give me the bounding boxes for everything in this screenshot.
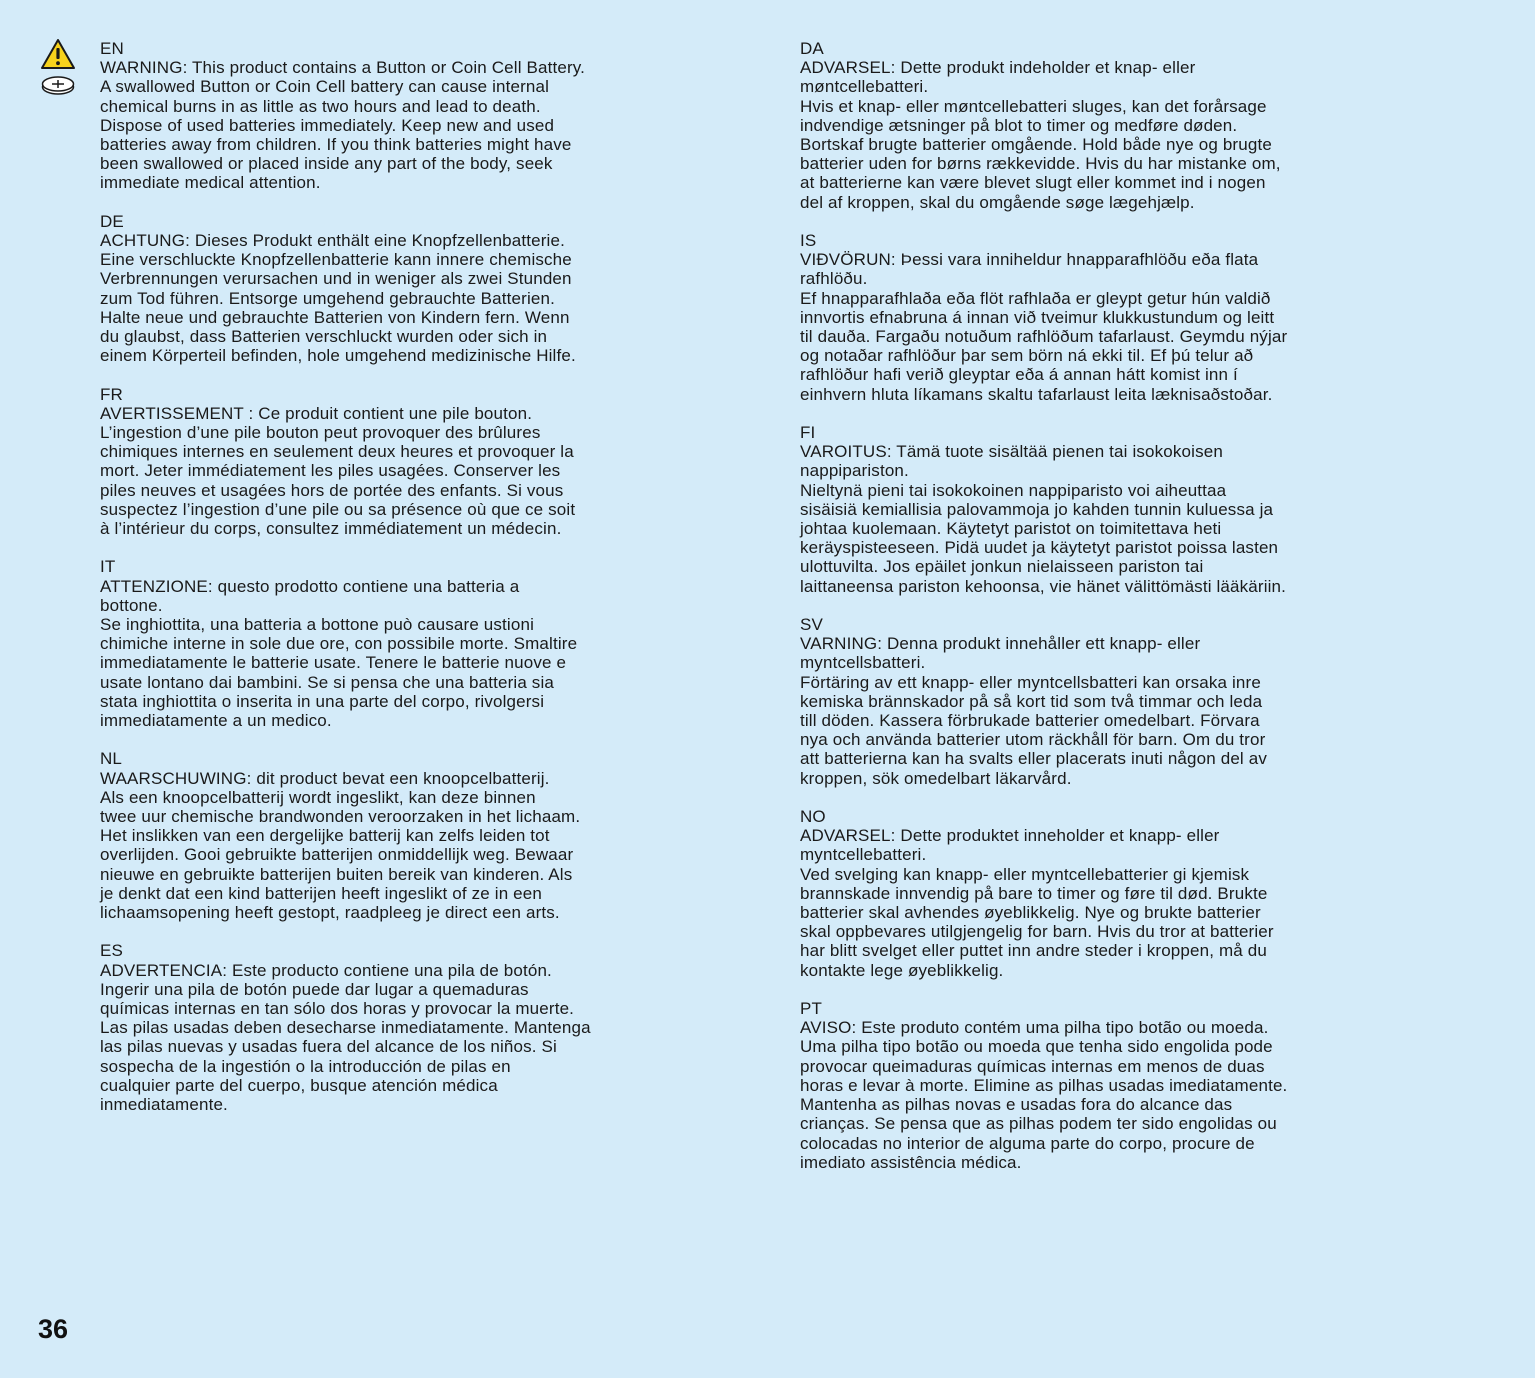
warning-text: WAARSCHUWING: dit product bevat een knoopcelbatterij. Als een knoopcelbatterij wordt ingeslikt, kan deze binnen twee uur chemische brandwonden veroorzaken in het lichaam. Het inslikken van een dergelijke batterij kan zelfs leiden tot overlijden. Gooi gebruikte batterijen onmiddellijk weg. Bewaar nieuwe en gebruikte batterijen buiten bereik van kinderen. Als je denkt dat een kind batterijen heeft ingeslikt of ze in een lichaamsopening heeft gestopt, raadpleeg je direct een arts. <box>100 768 581 923</box>
language-code: FI <box>800 423 816 443</box>
warning-section-en <box>100 39 640 193</box>
icon-group <box>40 38 80 96</box>
warning-text: ADVERTENCIA: Este producto contiene una pila de botón. Ingerir una pila de botón puede dar lugar a quemaduras químicas internas en tan sólo dos horas y provocar la muerte. Las pilas usadas deben desecharse inmediatamente. Mantenga las pilas nuevas y usadas fuera del alcance de los niños. Si sospecha de la ingestión o la introducción de pilas en cualquier parte del cuerpo, busque atención médica inmediatamente. <box>100 960 591 1115</box>
warning-section-da <box>800 39 1340 212</box>
language-code: DE <box>100 211 124 231</box>
warning-text: VIÐVÖRUN: Þessi vara inniheldur hnapparafhlöðu eða flata rafhlöðu. Ef hnapparafhlaða eða flöt rafhlaða er gleypt getur hún valdið innvortis efnabruna á innan við tveimur klukkustundum og leitt til dauða. Fargaðu notuðum rafhlöðum tafarlaust. Geymdu nýjar og notaðar rafhlöður þar sem börn ná ekki til. Ef þú telur að rafhlöður hafi verið gleyptar eða á annan hátt komist inn í einhvern hluta líkamans skaltu tafarlaust leita læknisaðstoðar. <box>800 250 1288 404</box>
warning-section-es <box>100 941 640 1114</box>
warning-section-nl <box>100 749 640 922</box>
right-column <box>800 39 1340 1191</box>
warning-section-sv <box>800 615 1340 788</box>
language-code: SV <box>800 615 823 635</box>
warning-text: AVERTISSEMENT : Ce produit contient une pile bouton. L’ingestion d’une pile bouton peut provoquer des brûlures chimiques internes en seulement deux heures et provoquer la mort. Jeter immédiatement les piles usagées. Conserver les piles neuves et usagées hors de portée des enfants. Si vous suspectez l’ingestion d’une pile ou sa présence où que ce soit à l’intérieur du corps, consultez immédiatement un médecin. <box>100 403 576 539</box>
warning-text: ADVARSEL: Dette produkt indeholder et knap- eller møntcellebatteri. Hvis et knap- eller møntcellebatteri sluges, kan det forårsage indvendige ætsninger på blot to timer og medføre døden. Bortskaf brugte batterier omgående. Hold både nye og brugte batterier uden for børns rækkevidde. Hvis du har mistanke om, at batterierne kan være blevet slugt eller kommet ind i nogen del af kroppen, skal du omgående søge lægehjælp. <box>800 58 1281 212</box>
warning-section-it <box>100 557 640 730</box>
language-code: IS <box>800 231 817 251</box>
warning-text: ATTENZIONE: questo prodotto contiene una batteria a bottone. Se inghiottita, una batteria a bottone può causare ustioni chimiche interne in sole due ore, con possibile morte. Smaltire immediatamente le batterie usate. Tenere le batterie nuove e usate lontano dai bambini. Se si pensa che una batteria sia stata inghiottita o inserita in una parte del corpo, rivolgersi immediatamente a un medico. <box>100 576 578 731</box>
language-code: ES <box>100 941 123 961</box>
warning-section-fr <box>100 385 640 539</box>
warning-triangle-icon <box>40 38 76 70</box>
language-code: NO <box>800 807 826 827</box>
warning-text: AVISO: Este produto contém uma pilha tipo botão ou moeda. Uma pilha tipo botão ou moeda que tenha sido engolida pode provocar queimaduras químicas internas em menos de duas horas e levar à morte. Elimine as pilhas usadas imediatamente. Mantenha as pilhas novas e usadas fora do alcance das crianças. Se pensa que as pilhas podem ter sido engolidas ou colocadas no interior de alguma parte do corpo, procure de imediato assistência médica. <box>800 1018 1288 1172</box>
warning-text: ADVARSEL: Dette produktet inneholder et knapp- eller myntcellebatteri. Ved svelging kan knapp- eller myntcellebatterier gi kjemisk brannskade innvendig på bare to timer og føre til død. Brukte batterier skal avhendes øyeblikkelig. Nye og brukte batterier skal oppbevares utilgjengelig for barn. Hvis du tror at batterier har blitt svelget eller puttet inn andre steder i kroppen, må du kontakte lege øyeblikkelig. <box>800 826 1274 980</box>
warning-text: WARNING: This product contains a Button or Coin Cell Battery. A swallowed Button or Coin Cell battery can cause internal chemical burns in as little as two hours and lead to death. Dispose of used batteries immediately. Keep new and used batteries away from children. If you think batteries might have been swallowed or placed inside any part of the body, seek immediate medical attention. <box>100 58 586 193</box>
warning-section-de <box>100 212 640 366</box>
warning-section-pt <box>800 999 1340 1172</box>
coin-cell-battery-icon <box>40 74 76 96</box>
warning-text: VARNING: Denna produkt innehåller ett knapp- eller myntcellsbatteri. Förtäring av ett knapp- eller myntcellsbatteri kan orsaka inre kemiska brännskador på så kort tid som två timmar och leda till döden. Kassera förbrukade batterier omedelbart. Förvara nya och använda batterier utom räckhåll för barn. Om du tror att batterierna kan ha svalts eller placerats inuti någon del av kroppen, sök omedelbart läkarvård. <box>800 634 1267 788</box>
language-code: DA <box>800 39 824 58</box>
language-code: NL <box>100 749 123 769</box>
warning-section-no <box>800 807 1340 980</box>
language-code: EN <box>100 39 124 58</box>
warning-section-is <box>800 231 1340 404</box>
page-number: 36 <box>38 1314 69 1344</box>
language-code: IT <box>100 557 116 577</box>
language-code: FR <box>100 384 123 404</box>
language-code: PT <box>800 999 823 1019</box>
warning-text: ACHTUNG: Dieses Produkt enthält eine Knopfzellenbatterie. Eine verschluckte Knopfzellenbatterie kann innere chemische Verbrennungen verursachen und in weniger als zwei Stunden zum Tod führen. Entsorge umgehend gebrauchte Batterien. Halte neue und gebrauchte Batterien von Kindern fern. Wenn du glaubst, dass Batterien verschluckt wurden oder sich in einem Körperteil befinden, hole umgehend medizinische Hilfe. <box>100 231 576 366</box>
warning-text: VAROITUS: Tämä tuote sisältää pienen tai isokokoisen nappipariston. Nieltynä pieni tai isokokoinen nappiparisto voi aiheuttaa sisäisiä kemiallisia palovammoja jo kahden tunnin kuluessa ja johtaa kuolemaan. Käytetyt paristot on toimitettava heti keräyspisteeseen. Pidä uudet ja käytetyt paristot poissa lasten ulottuvilta. Jos epäilet jonkun nielaisseen pariston tai laittaneensa pariston kehoonsa, vie hänet välittömästi lääkäriin. <box>800 442 1287 596</box>
left-column <box>100 39 640 1133</box>
warning-section-fi <box>800 423 1340 596</box>
